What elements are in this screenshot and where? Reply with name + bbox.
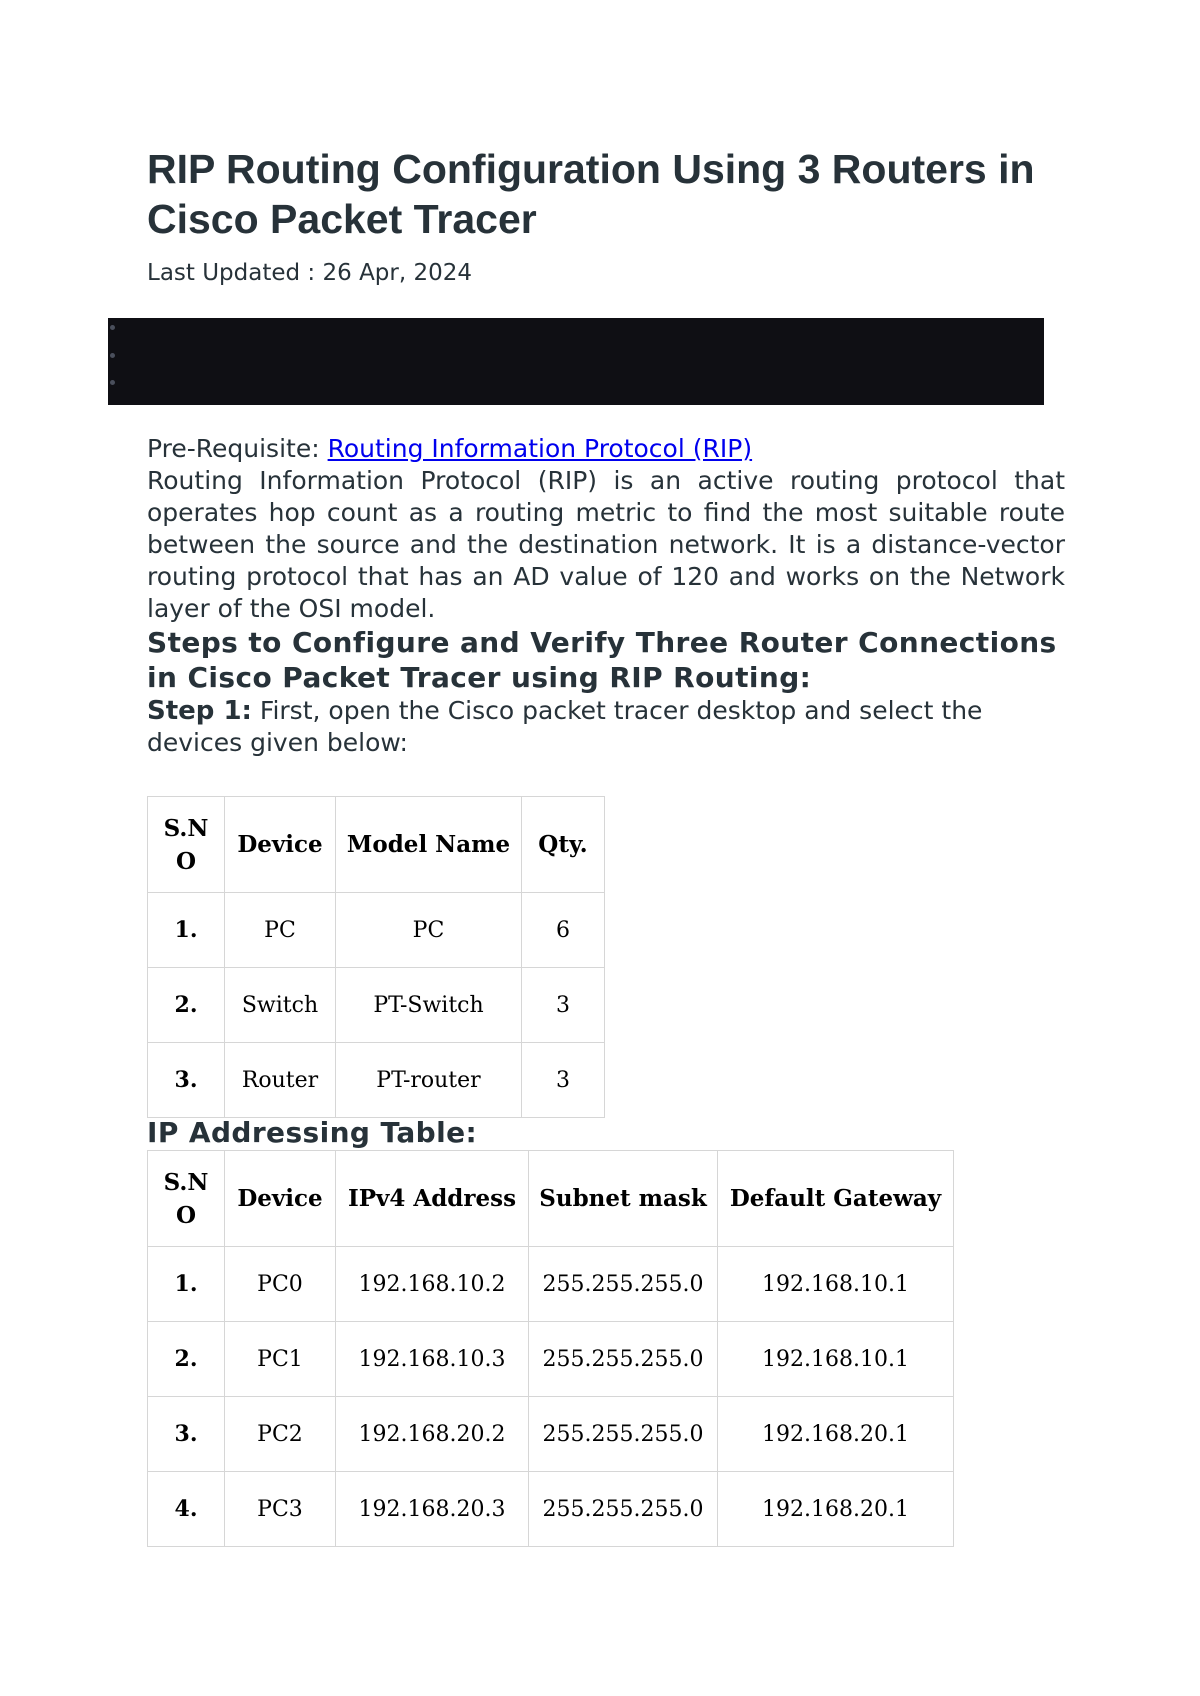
column-header-qty: Qty. (522, 797, 605, 893)
banner-dot-3 (110, 380, 115, 385)
table-row (148, 893, 605, 968)
cell-model-name: PC (336, 893, 522, 968)
ip-table-header-row (148, 1151, 954, 1247)
cell-subnet-mask: 255.255.255.0 (529, 1322, 718, 1397)
cell-sno: 3. (148, 1043, 225, 1118)
ip-addressing-table (147, 1150, 954, 1547)
cell-default-gateway: 192.168.20.1 (718, 1397, 954, 1472)
cell-model-name: PT-Switch (336, 968, 522, 1043)
cell-device: PC (225, 893, 336, 968)
cell-sno: 1. (148, 1247, 225, 1322)
column-header-device: Device (225, 1151, 336, 1247)
banner-dot-1 (110, 325, 115, 330)
prerequisite-label: Pre-Requisite: (147, 434, 328, 463)
step-1-label: Step 1: (147, 696, 252, 726)
article-body (147, 433, 1065, 759)
cell-subnet-mask: 255.255.255.0 (529, 1397, 718, 1472)
cell-default-gateway: 192.168.10.1 (718, 1322, 954, 1397)
rip-prerequisite-link[interactable]: Routing Information Protocol (RIP) (327, 434, 753, 463)
column-header-sno: S.N O (148, 1151, 225, 1247)
table-row (148, 1472, 954, 1547)
cell-model-name: PT-router (336, 1043, 522, 1118)
table-row (148, 968, 605, 1043)
table-row (148, 1247, 954, 1322)
cell-sno: 1. (148, 893, 225, 968)
steps-heading: Steps to Configure and Verify Three Router Connections in Cisco Packet Tracer using RIP Routing: (147, 626, 1057, 694)
embedded-media-banner (108, 318, 1044, 405)
devices-table (147, 796, 605, 1118)
article-title: RIP Routing Configuration Using 3 Routers in Cisco Packet Tracer (147, 146, 1035, 242)
column-header-subnet-mask: Subnet mask (529, 1151, 718, 1247)
cell-sno: 3. (148, 1397, 225, 1472)
cell-ipv4-address: 192.168.10.3 (336, 1322, 529, 1397)
prerequisite-line (147, 433, 1065, 465)
cell-sno: 4. (148, 1472, 225, 1547)
cell-device: PC3 (225, 1472, 336, 1547)
cell-default-gateway: 192.168.20.1 (718, 1472, 954, 1547)
cell-device: Switch (225, 968, 336, 1043)
table-row (148, 1322, 954, 1397)
cell-ipv4-address: 192.168.20.3 (336, 1472, 529, 1547)
column-header-default-gateway: Default Gateway (718, 1151, 954, 1247)
cell-ipv4-address: 192.168.20.2 (336, 1397, 529, 1472)
table-row (148, 1397, 954, 1472)
cell-qty: 6 (522, 893, 605, 968)
banner-dot-2 (110, 353, 115, 358)
cell-qty: 3 (522, 968, 605, 1043)
column-header-model-name: Model Name (336, 797, 522, 893)
cell-qty: 3 (522, 1043, 605, 1118)
column-header-device: Device (225, 797, 336, 893)
cell-sno: 2. (148, 968, 225, 1043)
cell-default-gateway: 192.168.10.1 (718, 1247, 954, 1322)
column-header-sno: S.N O (148, 797, 225, 893)
step-1-text: First, open the Cisco packet tracer desktop and select the devices given below: (147, 696, 983, 757)
devices-table-header-row (148, 797, 605, 893)
cell-subnet-mask: 255.255.255.0 (529, 1247, 718, 1322)
ip-addressing-heading: IP Addressing Table: (147, 1116, 478, 1149)
table-row (148, 1043, 605, 1118)
last-updated-date: Last Updated : 26 Apr, 2024 (147, 260, 473, 286)
cell-subnet-mask: 255.255.255.0 (529, 1472, 718, 1547)
cell-sno: 2. (148, 1322, 225, 1397)
cell-device: PC0 (225, 1247, 336, 1322)
column-header-ipv4-address: IPv4 Address (336, 1151, 529, 1247)
step-1-paragraph (147, 695, 1065, 759)
cell-device: PC2 (225, 1397, 336, 1472)
cell-device: Router (225, 1043, 336, 1118)
cell-ipv4-address: 192.168.10.2 (336, 1247, 529, 1322)
intro-paragraph: Routing Information Protocol (RIP) is an active routing protocol that operates hop count as a routing metric to find the most suitable route between the source and the destination network. It is a distance-vector routing protocol that has an AD value of 120 and works on the Network layer of the OSI model. (147, 466, 1065, 623)
cell-device: PC1 (225, 1322, 336, 1397)
